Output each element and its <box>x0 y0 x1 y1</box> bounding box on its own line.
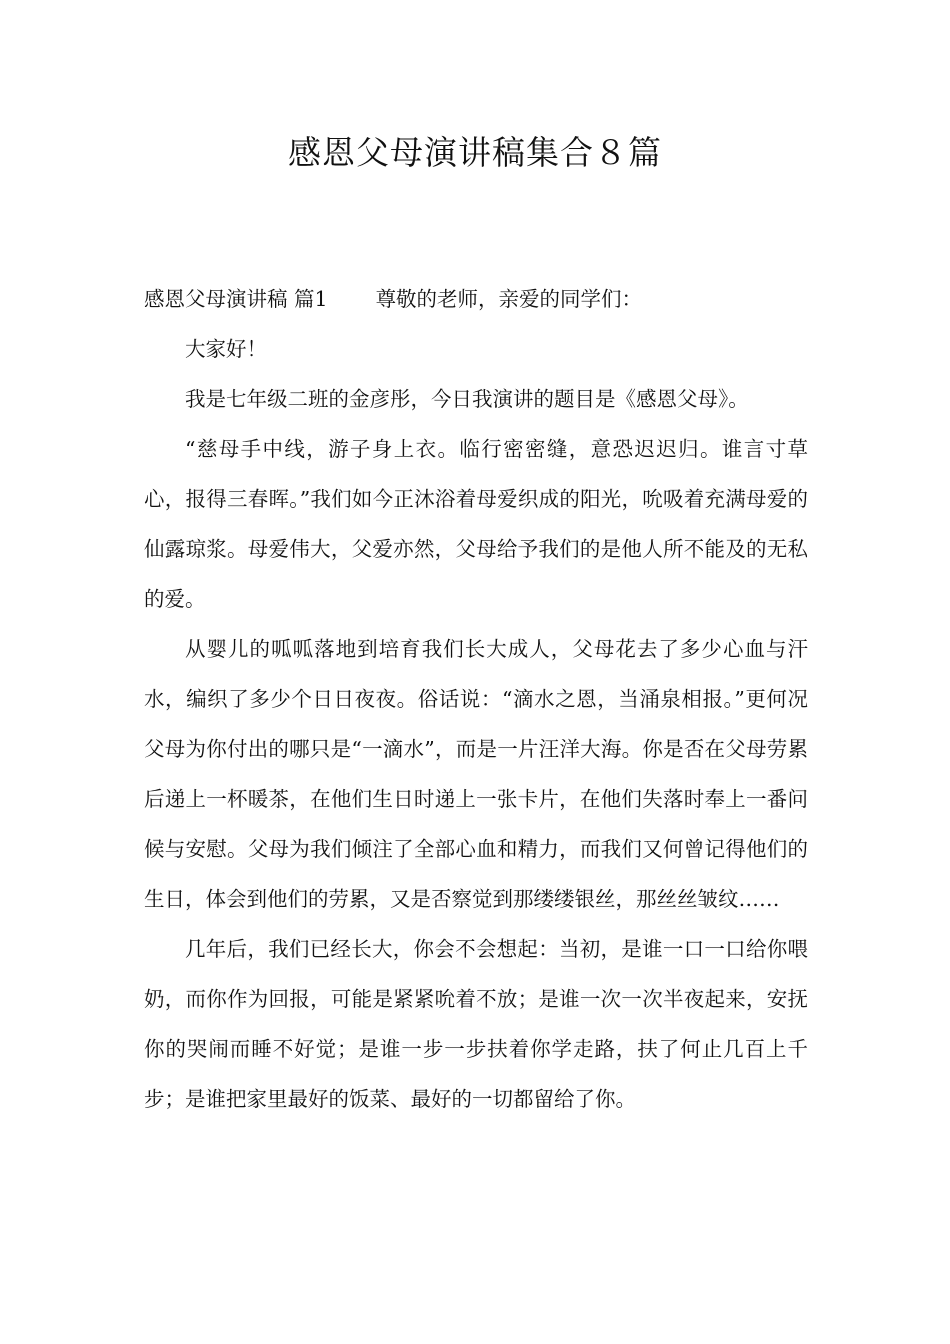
paragraph-memories: 几年后，我们已经长大，你会不会想起：当初，是谁一口一口给你喂奶，而你作为回报，可能是紧紧吮着不放；是谁一次一次半夜起来，安抚你的哭闹而睡不好觉；是谁一步一步扶着你学走路，扶了何止几百上千步；是谁把家里最好的饭菜、最好的一切都留给了你。 <box>144 937 808 1111</box>
document-title: 感恩父母演讲稿集合８篇 <box>288 133 662 172</box>
paragraph-intro: 我是七年级二班的金彦彤，今日我演讲的题目是《感恩父母》。 <box>185 387 749 411</box>
paragraph-greeting: 大家好！ <box>185 337 267 361</box>
document-body <box>144 274 808 1124</box>
section-heading-line <box>144 274 808 324</box>
paragraph-parents-effort: 从婴儿的呱呱落地到培育我们长大成人，父母花去了多少心血与汗水，编织了多少个日日夜夜。俗话说：“滴水之恩，当涌泉相报。”更何况父母为你付出的哪只是“一滴水”，而是一片汪洋大海。你是否在父母劳累后递上一杯暖茶，在他们生日时递上一张卡片，在他们失落时奉上一番问候与安慰。父母为我们倾注了全部心血和精力，而我们又何曾记得他们的生日，体会到他们的劳累，又是否察觉到那缕缕银丝，那丝丝皱纹…… <box>144 637 808 911</box>
paragraph-poem: “慈母手中线，游子身上衣。临行密密缝，意恐迟迟归。谁言寸草心，报得三春晖。”我们如今正沐浴着母爱织成的阳光，吮吸着充满母爱的仙露琼浆。母爱伟大，父爱亦然，父母给予我们的是他人所不能及的无私的爱。 <box>144 437 808 611</box>
salutation: 尊敬的老师，亲爱的同学们： <box>375 287 643 311</box>
section-label: 感恩父母演讲稿 篇1 <box>144 287 328 311</box>
